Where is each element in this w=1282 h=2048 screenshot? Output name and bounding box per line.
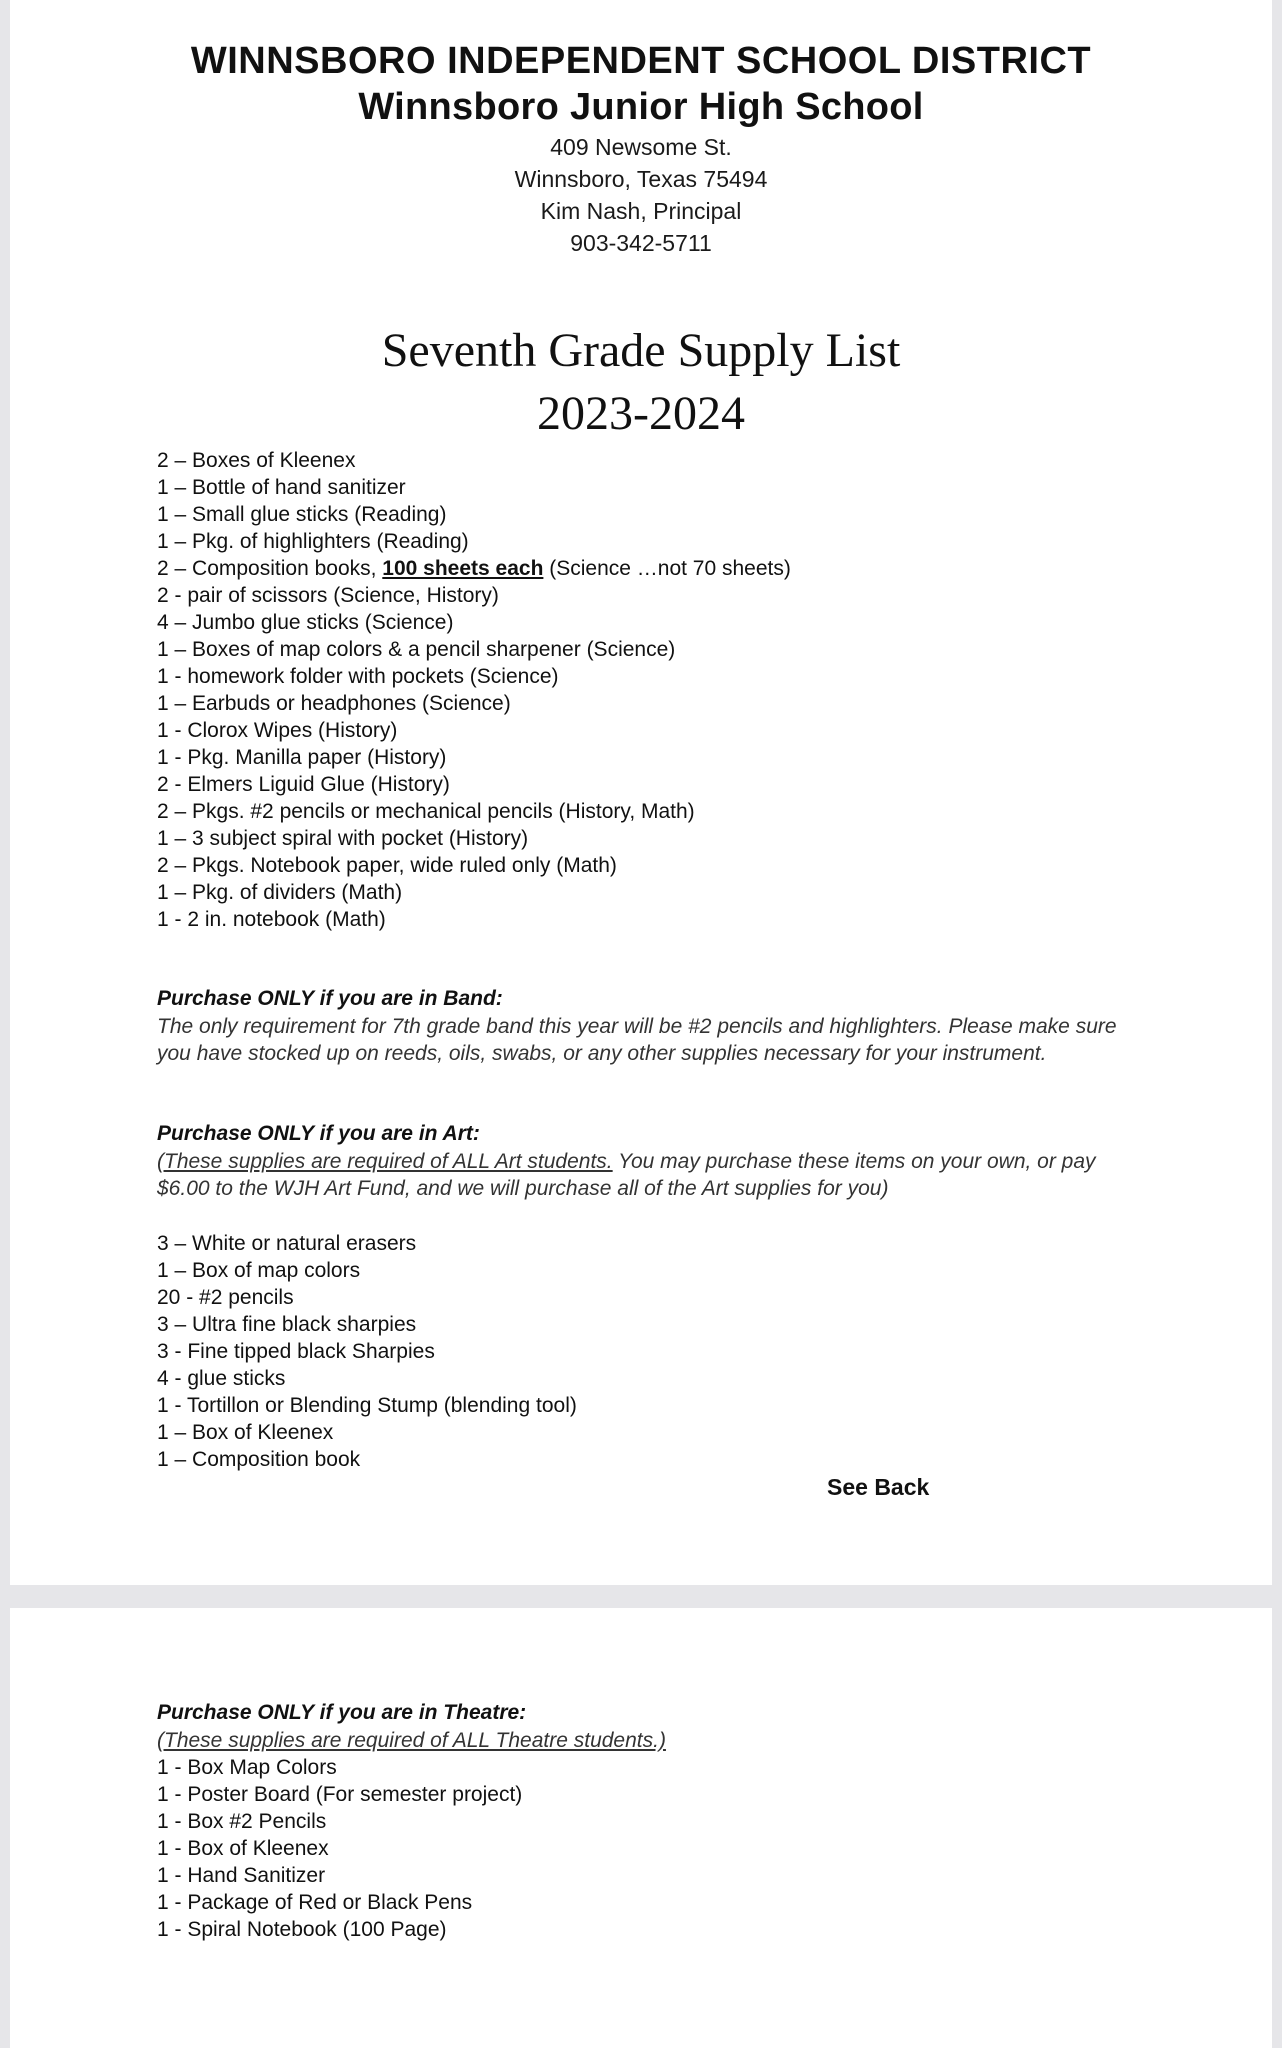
list-item: 2 – Boxes of Kleenex — [157, 449, 356, 472]
list-item: 1 - Box of Kleenex — [157, 1837, 329, 1860]
list-item: 1 – Pkg. of dividers (Math) — [157, 881, 403, 904]
list-item: 1 - homework folder with pockets (Science) — [157, 665, 559, 688]
list-item: 1 – Bottle of hand sanitizer — [157, 476, 406, 499]
art-note — [157, 1148, 1117, 1202]
list-item: 3 – Ultra fine black sharpies — [157, 1313, 417, 1336]
school-year: 2023-2024 — [537, 387, 745, 440]
art-heading: Purchase ONLY if you are in Art: — [157, 1122, 480, 1145]
school-address-city: Winnsboro, Texas 75494 — [514, 166, 768, 192]
supply-list — [157, 447, 791, 933]
list-item: 20 - #2 pencils — [157, 1286, 294, 1309]
school-address-street: 409 Newsome St. — [550, 134, 732, 160]
list-item: 1 - Package of Red or Black Pens — [157, 1891, 473, 1914]
list-item: 1 - Clorox Wipes (History) — [157, 719, 398, 742]
list-item: 4 – Jumbo glue sticks (Science) — [157, 611, 454, 634]
list-item: 1 - Spiral Notebook (100 Page) — [157, 1918, 447, 1941]
list-item: 1 – Boxes of map colors & a pencil sharpener (Science) — [157, 638, 676, 661]
theatre-note — [157, 1727, 1117, 1754]
principal-name: Kim Nash, Principal — [540, 198, 742, 224]
list-item: 1 - Box Map Colors — [157, 1756, 337, 1779]
list-item-composition-books — [157, 555, 791, 582]
list-item: 1 - Poster Board (For semester project) — [157, 1783, 523, 1806]
theatre-supply-list — [157, 1754, 522, 1943]
list-item: 3 - Fine tipped black Sharpies — [157, 1340, 435, 1363]
composition-emphasis: 100 sheets each — [382, 557, 544, 580]
list-item: 1 – Composition book — [157, 1448, 361, 1471]
list-item: 1 - 2 in. notebook (Math) — [157, 908, 386, 931]
list-item: 2 - pair of scissors (Science, History) — [157, 584, 499, 607]
see-back-note: See Back — [827, 1474, 930, 1500]
list-item: 1 – Earbuds or headphones (Science) — [157, 692, 511, 715]
list-item: 1 – Small glue sticks (Reading) — [157, 503, 447, 526]
list-item: 1 – Box of Kleenex — [157, 1421, 334, 1444]
theatre-note-underlined: (These supplies are required of ALL Theatre students.) — [157, 1729, 666, 1752]
list-item: 1 – 3 subject spiral with pocket (History) — [157, 827, 529, 850]
school-phone: 903-342-5711 — [570, 230, 712, 256]
district-name: WINNSBORO INDEPENDENT SCHOOL DISTRICT — [190, 40, 1092, 82]
list-item: 2 – Pkgs. Notebook paper, wide ruled only (Math) — [157, 854, 617, 877]
document-page-1 — [10, 0, 1272, 1585]
list-item: 4 - glue sticks — [157, 1367, 286, 1390]
list-item: 1 - Box #2 Pencils — [157, 1810, 327, 1833]
document-page-2 — [10, 1608, 1272, 2048]
list-item: 1 – Pkg. of highlighters (Reading) — [157, 530, 469, 553]
list-item: 3 – White or natural erasers — [157, 1232, 417, 1255]
page-title: Seventh Grade Supply List — [381, 324, 901, 377]
list-item: 2 - Elmers Liguid Glue (History) — [157, 773, 450, 796]
art-note-underlined: (These supplies are required of ALL Art students. — [157, 1150, 613, 1173]
list-item: 1 - Hand Sanitizer — [157, 1864, 326, 1887]
band-text: The only requirement for 7th grade band this year will be #2 pencils and highlighters. Please make sure you have stocked up on reeds, oils, swabs, or any other supplies necessary for your instrument. — [157, 1015, 1117, 1065]
composition-suffix: (Science …not 70 sheets) — [543, 557, 791, 580]
list-item: 2 – Pkgs. #2 pencils or mechanical pencils (History, Math) — [157, 800, 695, 823]
art-supply-list — [157, 1230, 577, 1473]
composition-prefix: 2 – Composition books, — [157, 557, 383, 580]
school-name: Winnsboro Junior High School — [358, 86, 924, 128]
list-item: 1 - Pkg. Manilla paper (History) — [157, 746, 447, 769]
theatre-heading: Purchase ONLY if you are in Theatre: — [157, 1701, 527, 1724]
list-item: 1 - Tortillon or Blending Stump (blending tool) — [157, 1394, 577, 1417]
band-heading: Purchase ONLY if you are in Band: — [157, 987, 503, 1010]
list-item: 1 – Box of map colors — [157, 1259, 361, 1282]
art-note-rest: You may purchase these items on your own, or pay $6.00 to the WJH Art Fund, and we will purchase all of the Art supplies for you) — [157, 1150, 1096, 1200]
